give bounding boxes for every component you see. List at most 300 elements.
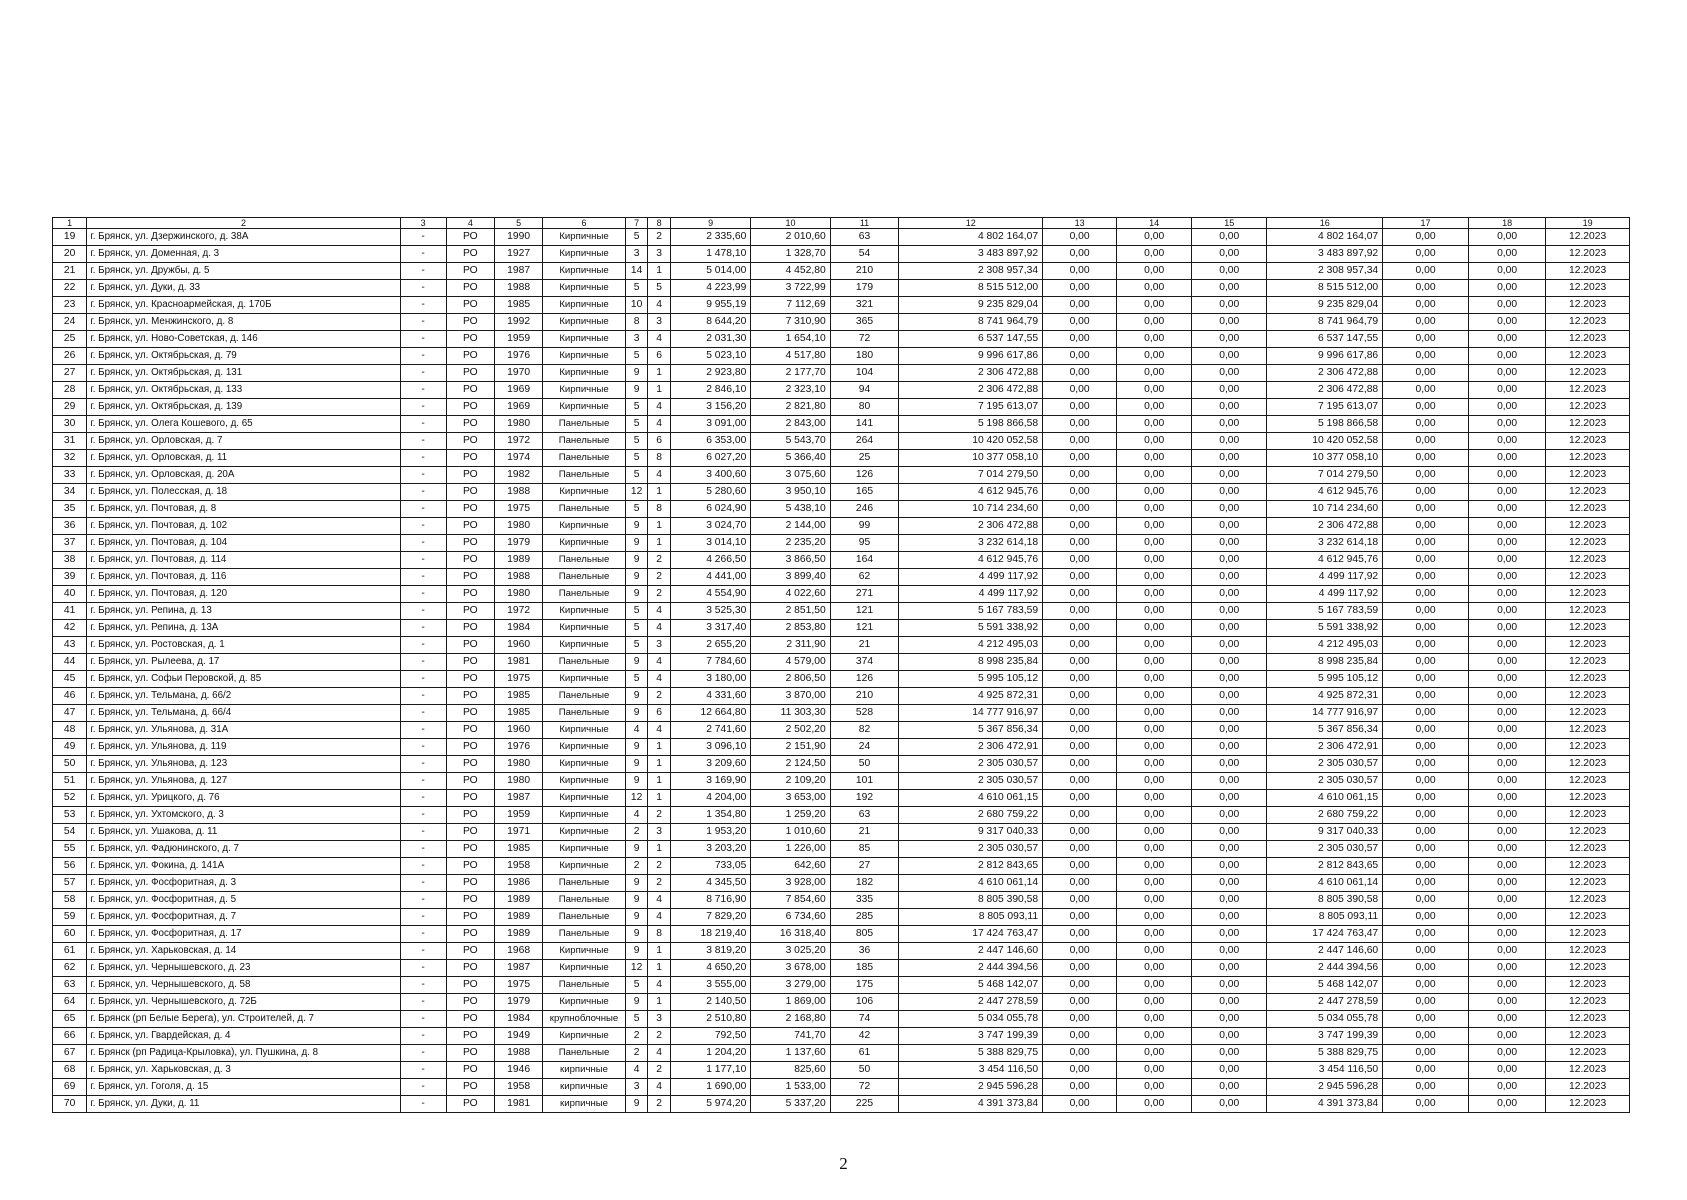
entrances-cell: 2 xyxy=(648,688,671,705)
cost-total-cell: 2 306 472,91 xyxy=(899,739,1043,756)
table-row xyxy=(53,297,1630,314)
cost-col18-cell: 0,00 xyxy=(1468,654,1545,671)
table-row xyxy=(53,875,1630,892)
wall-material-cell: Панельные xyxy=(543,926,626,943)
cost-col17-cell: 0,00 xyxy=(1383,365,1469,382)
cost-col14-cell: 0,00 xyxy=(1117,858,1192,875)
entrances-cell: 5 xyxy=(648,280,671,297)
dash-cell: - xyxy=(400,620,446,637)
year-cell: 1984 xyxy=(494,620,542,637)
table-row xyxy=(53,994,1630,1011)
cost-col17-cell: 0,00 xyxy=(1383,603,1469,620)
entrances-cell: 4 xyxy=(648,467,671,484)
residents-cell: 24 xyxy=(830,739,899,756)
dash-cell: - xyxy=(400,994,446,1011)
deadline-cell: 12.2023 xyxy=(1546,739,1630,756)
cost-col13-cell: 0,00 xyxy=(1043,518,1117,535)
table-row xyxy=(53,722,1630,739)
entrances-cell: 1 xyxy=(648,739,671,756)
deadline-cell: 12.2023 xyxy=(1546,654,1630,671)
wall-material-cell: Кирпичные xyxy=(543,943,626,960)
cost-col18-cell: 0,00 xyxy=(1468,552,1545,569)
dash-cell: - xyxy=(400,501,446,518)
cost-total-cell: 4 925 872,31 xyxy=(899,688,1043,705)
cost-col13-cell: 0,00 xyxy=(1043,297,1117,314)
residents-cell: 335 xyxy=(830,892,899,909)
cost-col14-cell: 0,00 xyxy=(1117,399,1192,416)
wall-material-cell: Кирпичные xyxy=(543,382,626,399)
cost-col13-cell: 0,00 xyxy=(1043,875,1117,892)
cost-col17-cell: 0,00 xyxy=(1383,314,1469,331)
deadline-cell: 12.2023 xyxy=(1546,1028,1630,1045)
cost-col14-cell: 0,00 xyxy=(1117,314,1192,331)
cost-col18-cell: 0,00 xyxy=(1468,467,1545,484)
cost-col13-cell: 0,00 xyxy=(1043,1079,1117,1096)
dash-cell: - xyxy=(400,773,446,790)
column-header: 1 xyxy=(53,218,87,229)
cost-total-cell: 5 468 142,07 xyxy=(899,977,1043,994)
row-number: 33 xyxy=(53,467,87,484)
floors-cell: 9 xyxy=(625,654,648,671)
dash-cell: - xyxy=(400,875,446,892)
dash-cell: - xyxy=(400,807,446,824)
cost-col14-cell: 0,00 xyxy=(1117,841,1192,858)
floors-cell: 5 xyxy=(625,399,648,416)
table-row xyxy=(53,1028,1630,1045)
cost-col17-cell: 0,00 xyxy=(1383,824,1469,841)
wall-material-cell: Кирпичные xyxy=(543,722,626,739)
table-body xyxy=(53,218,1630,1113)
total-area-cell: 3 014,10 xyxy=(670,535,750,552)
total-area-cell: 2 510,80 xyxy=(670,1011,750,1028)
residents-cell: 36 xyxy=(830,943,899,960)
residents-cell: 101 xyxy=(830,773,899,790)
cost-col13-cell: 0,00 xyxy=(1043,484,1117,501)
row-number: 68 xyxy=(53,1062,87,1079)
entrances-cell: 2 xyxy=(648,858,671,875)
cost-col15-cell: 0,00 xyxy=(1192,1062,1267,1079)
floors-cell: 5 xyxy=(625,637,648,654)
cost-col18-cell: 0,00 xyxy=(1468,756,1545,773)
floors-cell: 9 xyxy=(625,365,648,382)
cost-col14-cell: 0,00 xyxy=(1117,620,1192,637)
cost-col16-cell: 4 212 495,03 xyxy=(1267,637,1383,654)
year-cell: 1975 xyxy=(494,671,542,688)
cost-col18-cell: 0,00 xyxy=(1468,450,1545,467)
residents-cell: 63 xyxy=(830,229,899,246)
cost-col18-cell: 0,00 xyxy=(1468,1062,1545,1079)
entrances-cell: 2 xyxy=(648,569,671,586)
program-cell: РО xyxy=(446,841,494,858)
total-area-cell: 2 655,20 xyxy=(670,637,750,654)
deadline-cell: 12.2023 xyxy=(1546,909,1630,926)
row-number: 64 xyxy=(53,994,87,1011)
floors-cell: 5 xyxy=(625,671,648,688)
cost-col14-cell: 0,00 xyxy=(1117,977,1192,994)
wall-material-cell: Кирпичные xyxy=(543,858,626,875)
program-cell: РО xyxy=(446,994,494,1011)
cost-col16-cell: 10 420 052,58 xyxy=(1267,433,1383,450)
row-number: 55 xyxy=(53,841,87,858)
row-number: 65 xyxy=(53,1011,87,1028)
cost-col18-cell: 0,00 xyxy=(1468,739,1545,756)
cost-col13-cell: 0,00 xyxy=(1043,399,1117,416)
total-area-cell: 4 266,50 xyxy=(670,552,750,569)
address-cell: г. Брянск, ул. Фосфоритная, д. 3 xyxy=(87,875,400,892)
total-area-cell: 8 716,90 xyxy=(670,892,750,909)
cost-col14-cell: 0,00 xyxy=(1117,1096,1192,1113)
wall-material-cell: Кирпичные xyxy=(543,314,626,331)
wall-material-cell: Кирпичные xyxy=(543,297,626,314)
address-cell: г. Брянск, ул. Почтовая, д. 104 xyxy=(87,535,400,552)
cost-total-cell: 5 591 338,92 xyxy=(899,620,1043,637)
program-cell: РО xyxy=(446,280,494,297)
year-cell: 1960 xyxy=(494,637,542,654)
cost-col13-cell: 0,00 xyxy=(1043,348,1117,365)
cost-col15-cell: 0,00 xyxy=(1192,824,1267,841)
floors-cell: 2 xyxy=(625,1045,648,1062)
total-area-cell: 1 177,10 xyxy=(670,1062,750,1079)
cost-total-cell: 4 391 373,84 xyxy=(899,1096,1043,1113)
row-number: 27 xyxy=(53,365,87,382)
cost-col16-cell: 2 812 843,65 xyxy=(1267,858,1383,875)
cost-col15-cell: 0,00 xyxy=(1192,314,1267,331)
cost-col17-cell: 0,00 xyxy=(1383,518,1469,535)
residents-cell: 528 xyxy=(830,705,899,722)
living-area-cell: 2 806,50 xyxy=(751,671,830,688)
residents-cell: 175 xyxy=(830,977,899,994)
cost-col18-cell: 0,00 xyxy=(1468,926,1545,943)
floors-cell: 9 xyxy=(625,586,648,603)
cost-total-cell: 2 308 957,34 xyxy=(899,263,1043,280)
residents-cell: 50 xyxy=(830,756,899,773)
cost-col15-cell: 0,00 xyxy=(1192,739,1267,756)
residents-cell: 225 xyxy=(830,1096,899,1113)
cost-col15-cell: 0,00 xyxy=(1192,688,1267,705)
cost-col14-cell: 0,00 xyxy=(1117,535,1192,552)
program-cell: РО xyxy=(446,688,494,705)
cost-col16-cell: 2 306 472,88 xyxy=(1267,518,1383,535)
cost-col13-cell: 0,00 xyxy=(1043,926,1117,943)
cost-col16-cell: 5 167 783,59 xyxy=(1267,603,1383,620)
cost-col13-cell: 0,00 xyxy=(1043,535,1117,552)
wall-material-cell: Панельные xyxy=(543,875,626,892)
deadline-cell: 12.2023 xyxy=(1546,416,1630,433)
total-area-cell: 8 644,20 xyxy=(670,314,750,331)
dash-cell: - xyxy=(400,824,446,841)
deadline-cell: 12.2023 xyxy=(1546,467,1630,484)
cost-col14-cell: 0,00 xyxy=(1117,909,1192,926)
living-area-cell: 4 022,60 xyxy=(751,586,830,603)
total-area-cell: 3 525,30 xyxy=(670,603,750,620)
year-cell: 1970 xyxy=(494,365,542,382)
cost-total-cell: 5 367 856,34 xyxy=(899,722,1043,739)
program-cell: РО xyxy=(446,501,494,518)
total-area-cell: 5 014,00 xyxy=(670,263,750,280)
dash-cell: - xyxy=(400,943,446,960)
cost-col16-cell: 2 305 030,57 xyxy=(1267,773,1383,790)
dash-cell: - xyxy=(400,518,446,535)
cost-col16-cell: 9 317 040,33 xyxy=(1267,824,1383,841)
entrances-cell: 4 xyxy=(648,416,671,433)
address-cell: г. Брянск, ул. Гоголя, д. 15 xyxy=(87,1079,400,1096)
cost-col15-cell: 0,00 xyxy=(1192,569,1267,586)
table-row xyxy=(53,535,1630,552)
column-header: 8 xyxy=(648,218,671,229)
row-number: 24 xyxy=(53,314,87,331)
row-number: 54 xyxy=(53,824,87,841)
floors-cell: 9 xyxy=(625,841,648,858)
cost-col18-cell: 0,00 xyxy=(1468,501,1545,518)
living-area-cell: 2 851,50 xyxy=(751,603,830,620)
cost-col18-cell: 0,00 xyxy=(1468,824,1545,841)
cost-col14-cell: 0,00 xyxy=(1117,331,1192,348)
program-cell: РО xyxy=(446,739,494,756)
cost-col16-cell: 3 483 897,92 xyxy=(1267,246,1383,263)
total-area-cell: 3 024,70 xyxy=(670,518,750,535)
floors-cell: 4 xyxy=(625,807,648,824)
address-cell: г. Брянск, ул. Орловская, д. 7 xyxy=(87,433,400,450)
living-area-cell: 7 854,60 xyxy=(751,892,830,909)
floors-cell: 9 xyxy=(625,688,648,705)
year-cell: 1974 xyxy=(494,450,542,467)
cost-col17-cell: 0,00 xyxy=(1383,280,1469,297)
program-cell: РО xyxy=(446,892,494,909)
year-cell: 1988 xyxy=(494,280,542,297)
wall-material-cell: Кирпичные xyxy=(543,399,626,416)
address-cell: г. Брянск, ул. Тельмана, д. 66/4 xyxy=(87,705,400,722)
living-area-cell: 16 318,40 xyxy=(751,926,830,943)
deadline-cell: 12.2023 xyxy=(1546,688,1630,705)
cost-total-cell: 4 499 117,92 xyxy=(899,569,1043,586)
dash-cell: - xyxy=(400,722,446,739)
residents-cell: 61 xyxy=(830,1045,899,1062)
residents-cell: 72 xyxy=(830,331,899,348)
year-cell: 1986 xyxy=(494,875,542,892)
cost-col13-cell: 0,00 xyxy=(1043,263,1117,280)
cost-col16-cell: 8 515 512,00 xyxy=(1267,280,1383,297)
entrances-cell: 1 xyxy=(648,263,671,280)
program-cell: РО xyxy=(446,416,494,433)
deadline-cell: 12.2023 xyxy=(1546,756,1630,773)
cost-col15-cell: 0,00 xyxy=(1192,348,1267,365)
cost-col16-cell: 2 308 957,34 xyxy=(1267,263,1383,280)
dash-cell: - xyxy=(400,331,446,348)
column-number-header-row xyxy=(53,218,1630,229)
deadline-cell: 12.2023 xyxy=(1546,637,1630,654)
year-cell: 1985 xyxy=(494,705,542,722)
entrances-cell: 4 xyxy=(648,620,671,637)
living-area-cell: 5 438,10 xyxy=(751,501,830,518)
total-area-cell: 3 169,90 xyxy=(670,773,750,790)
table-row xyxy=(53,756,1630,773)
year-cell: 1975 xyxy=(494,501,542,518)
total-area-cell: 6 024,90 xyxy=(670,501,750,518)
deadline-cell: 12.2023 xyxy=(1546,875,1630,892)
cost-col18-cell: 0,00 xyxy=(1468,943,1545,960)
table-row xyxy=(53,1045,1630,1062)
total-area-cell: 1 953,20 xyxy=(670,824,750,841)
cost-total-cell: 8 998 235,84 xyxy=(899,654,1043,671)
dash-cell: - xyxy=(400,229,446,246)
wall-material-cell: Панельные xyxy=(543,688,626,705)
address-cell: г. Брянск, ул. Почтовая, д. 120 xyxy=(87,586,400,603)
wall-material-cell: Кирпичные xyxy=(543,824,626,841)
cost-col13-cell: 0,00 xyxy=(1043,1045,1117,1062)
cost-col15-cell: 0,00 xyxy=(1192,705,1267,722)
program-cell: РО xyxy=(446,603,494,620)
program-cell: РО xyxy=(446,365,494,382)
table-row xyxy=(53,229,1630,246)
total-area-cell: 4 345,50 xyxy=(670,875,750,892)
cost-col14-cell: 0,00 xyxy=(1117,1045,1192,1062)
cost-col13-cell: 0,00 xyxy=(1043,569,1117,586)
deadline-cell: 12.2023 xyxy=(1546,807,1630,824)
program-cell: РО xyxy=(446,433,494,450)
year-cell: 1946 xyxy=(494,1062,542,1079)
floors-cell: 5 xyxy=(625,348,648,365)
row-number: 34 xyxy=(53,484,87,501)
year-cell: 1989 xyxy=(494,552,542,569)
table-row xyxy=(53,467,1630,484)
row-number: 42 xyxy=(53,620,87,637)
program-cell: РО xyxy=(446,858,494,875)
cost-col18-cell: 0,00 xyxy=(1468,518,1545,535)
total-area-cell: 4 441,00 xyxy=(670,569,750,586)
residents-cell: 80 xyxy=(830,399,899,416)
floors-cell: 9 xyxy=(625,875,648,892)
address-cell: г. Брянск, ул. Почтовая, д. 102 xyxy=(87,518,400,535)
column-header: 13 xyxy=(1043,218,1117,229)
program-cell: РО xyxy=(446,467,494,484)
row-number: 59 xyxy=(53,909,87,926)
table-row xyxy=(53,501,1630,518)
total-area-cell: 3 555,00 xyxy=(670,977,750,994)
cost-col16-cell: 10 377 058,10 xyxy=(1267,450,1383,467)
dash-cell: - xyxy=(400,858,446,875)
floors-cell: 2 xyxy=(625,858,648,875)
wall-material-cell: Кирпичные xyxy=(543,229,626,246)
cost-col16-cell: 5 034 055,78 xyxy=(1267,1011,1383,1028)
row-number: 56 xyxy=(53,858,87,875)
year-cell: 1980 xyxy=(494,518,542,535)
cost-total-cell: 2 306 472,88 xyxy=(899,382,1043,399)
table-row xyxy=(53,892,1630,909)
cost-col15-cell: 0,00 xyxy=(1192,858,1267,875)
dash-cell: - xyxy=(400,603,446,620)
cost-col14-cell: 0,00 xyxy=(1117,450,1192,467)
residents-cell: 805 xyxy=(830,926,899,943)
cost-col18-cell: 0,00 xyxy=(1468,807,1545,824)
program-cell: РО xyxy=(446,382,494,399)
row-number: 62 xyxy=(53,960,87,977)
cost-col17-cell: 0,00 xyxy=(1383,450,1469,467)
cost-col13-cell: 0,00 xyxy=(1043,1028,1117,1045)
wall-material-cell: Панельные xyxy=(543,450,626,467)
cost-col15-cell: 0,00 xyxy=(1192,841,1267,858)
wall-material-cell: Панельные xyxy=(543,433,626,450)
address-cell: г. Брянск, ул. Полесская, д. 18 xyxy=(87,484,400,501)
wall-material-cell: кирпичные xyxy=(543,1062,626,1079)
cost-col15-cell: 0,00 xyxy=(1192,246,1267,263)
cost-col18-cell: 0,00 xyxy=(1468,433,1545,450)
address-cell: г. Брянск, ул. Октябрьская, д. 79 xyxy=(87,348,400,365)
cost-col13-cell: 0,00 xyxy=(1043,977,1117,994)
address-cell: г. Брянск, ул. Орловская, д. 20А xyxy=(87,467,400,484)
deadline-cell: 12.2023 xyxy=(1546,705,1630,722)
entrances-cell: 4 xyxy=(648,399,671,416)
cost-total-cell: 5 198 866,58 xyxy=(899,416,1043,433)
deadline-cell: 12.2023 xyxy=(1546,348,1630,365)
year-cell: 1988 xyxy=(494,484,542,501)
table-row xyxy=(53,586,1630,603)
program-cell: РО xyxy=(446,824,494,841)
entrances-cell: 4 xyxy=(648,722,671,739)
entrances-cell: 2 xyxy=(648,586,671,603)
year-cell: 1980 xyxy=(494,756,542,773)
entrances-cell: 6 xyxy=(648,705,671,722)
cost-col18-cell: 0,00 xyxy=(1468,1011,1545,1028)
address-cell: г. Брянск, ул. Ульянова, д. 31А xyxy=(87,722,400,739)
dash-cell: - xyxy=(400,552,446,569)
cost-col15-cell: 0,00 xyxy=(1192,637,1267,654)
cost-col15-cell: 0,00 xyxy=(1192,807,1267,824)
deadline-cell: 12.2023 xyxy=(1546,1011,1630,1028)
cost-col15-cell: 0,00 xyxy=(1192,1096,1267,1113)
year-cell: 1976 xyxy=(494,739,542,756)
address-cell: г. Брянск, ул. Октябрьская, д. 133 xyxy=(87,382,400,399)
dash-cell: - xyxy=(400,569,446,586)
column-header: 6 xyxy=(543,218,626,229)
column-header: 9 xyxy=(670,218,750,229)
total-area-cell: 3 819,20 xyxy=(670,943,750,960)
year-cell: 1972 xyxy=(494,433,542,450)
entrances-cell: 2 xyxy=(648,552,671,569)
table-row xyxy=(53,331,1630,348)
entrances-cell: 1 xyxy=(648,382,671,399)
year-cell: 1969 xyxy=(494,382,542,399)
residents-cell: 63 xyxy=(830,807,899,824)
cost-col13-cell: 0,00 xyxy=(1043,246,1117,263)
living-area-cell: 3 928,00 xyxy=(751,875,830,892)
dash-cell: - xyxy=(400,365,446,382)
cost-col17-cell: 0,00 xyxy=(1383,569,1469,586)
cost-col13-cell: 0,00 xyxy=(1043,705,1117,722)
cost-col17-cell: 0,00 xyxy=(1383,1062,1469,1079)
program-cell: РО xyxy=(446,484,494,501)
cost-col17-cell: 0,00 xyxy=(1383,841,1469,858)
table-row xyxy=(53,943,1630,960)
cost-col18-cell: 0,00 xyxy=(1468,263,1545,280)
cost-col15-cell: 0,00 xyxy=(1192,331,1267,348)
cost-col16-cell: 4 612 945,76 xyxy=(1267,484,1383,501)
floors-cell: 9 xyxy=(625,994,648,1011)
address-cell: г. Брянск, ул. Ульянова, д. 123 xyxy=(87,756,400,773)
entrances-cell: 2 xyxy=(648,807,671,824)
floors-cell: 3 xyxy=(625,246,648,263)
column-header: 19 xyxy=(1546,218,1630,229)
cost-col16-cell: 9 235 829,04 xyxy=(1267,297,1383,314)
floors-cell: 5 xyxy=(625,603,648,620)
table-row xyxy=(53,263,1630,280)
total-area-cell: 3 203,20 xyxy=(670,841,750,858)
table-row xyxy=(53,246,1630,263)
program-cell: РО xyxy=(446,671,494,688)
residents-cell: 104 xyxy=(830,365,899,382)
floors-cell: 14 xyxy=(625,263,648,280)
total-area-cell: 1 478,10 xyxy=(670,246,750,263)
living-area-cell: 741,70 xyxy=(751,1028,830,1045)
